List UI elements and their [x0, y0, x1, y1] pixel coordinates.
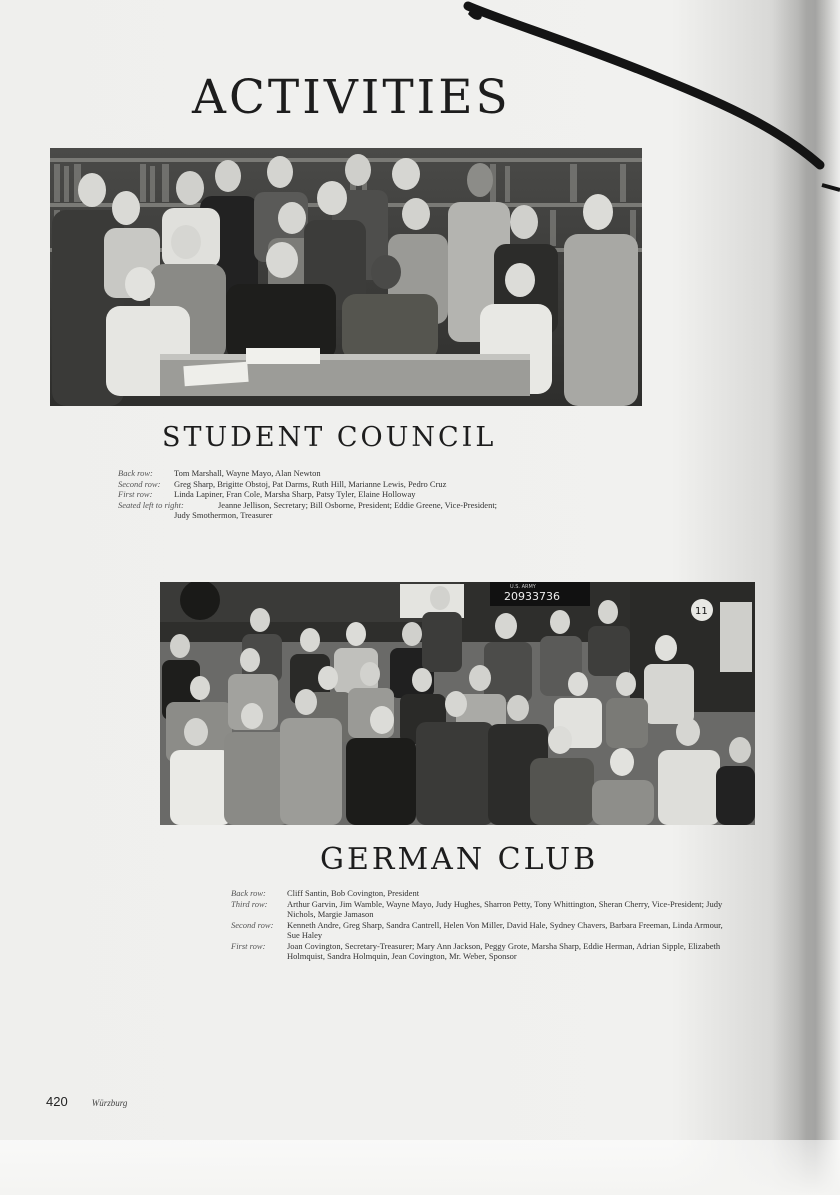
caption-row-names: Tom Marshall, Wayne Mayo, Alan Newton	[174, 468, 321, 478]
bus-sign: U.S. ARMY	[510, 584, 536, 590]
caption-row-label: Back row:	[118, 468, 153, 478]
page-footer	[46, 1094, 127, 1110]
bus-badge: 11	[695, 606, 708, 617]
caption-row	[118, 468, 588, 479]
page-title: ACTIVITIES	[192, 70, 511, 125]
caption-row-names: Kenneth Andre, Greg Sharp, Sandra Cantrell, Helen Von Miller, David Hale, Sydney Chavers, Barbara Freeman, Linda Armour, Sue Haley	[287, 919, 723, 940]
caption-row-names: Greg Sharp, Brigitte Obstoj, Pat Darms, Ruth Hill, Marianne Lewis, Pedro Cruz	[174, 478, 447, 489]
caption-row	[118, 510, 588, 521]
caption-row	[118, 489, 588, 500]
caption-row-names: Joan Covington, Secretary-Treasurer; Mary Ann Jackson, Peggy Grote, Marsha Sharp, Eddie Herman, Adrian Sipple, Elizabeth Holmquist, Sandra Holmquin, Jean Covington, Mr. Weber, Sponsor	[287, 940, 721, 961]
german-club-photo	[160, 582, 755, 825]
caption-row	[231, 920, 723, 941]
caption-row-names: Judy Smothermon, Treasurer	[174, 510, 273, 520]
caption-row	[231, 888, 723, 899]
caption-row	[231, 941, 723, 962]
caption-row-label: Third row:	[231, 898, 268, 909]
german-club-heading: GERMAN CLUB	[320, 842, 599, 877]
page-bottom-edge	[0, 1140, 840, 1195]
caption-row-label	[118, 510, 174, 521]
caption-row-label: Back row:	[231, 888, 266, 898]
caption-row-names: Linda Lapiner, Fran Cole, Marsha Sharp, Patsy Tyler, Elaine Holloway	[174, 489, 416, 499]
caption-row	[118, 479, 588, 490]
caption-row-label: Seated left to right:	[118, 499, 184, 510]
caption-row-names: Jeanne Jellison, Secretary; Bill Osborne, President; Eddie Greene, Vice-President;	[218, 499, 498, 510]
caption-row-label: First row:	[231, 940, 266, 951]
caption-row-names: Cliff Santin, Bob Covington, President	[287, 888, 420, 898]
student-council-photo	[50, 148, 642, 406]
caption-row-label: Second row:	[118, 478, 161, 489]
student-council-caption	[118, 468, 588, 521]
caption-row-label: First row:	[118, 489, 153, 499]
german-club-caption	[231, 888, 723, 962]
caption-row	[231, 899, 723, 920]
caption-row-label: Second row:	[231, 919, 274, 930]
caption-row	[118, 500, 588, 511]
caption-row-names: Arthur Garvin, Jim Wamble, Wayne Mayo, Judy Hughes, Sharron Petty, Tony Whittington, Sheran Cherry, Vice-President; Judy Nichols, Margie Jamason	[287, 898, 723, 919]
student-council-heading: STUDENT COUNCIL	[162, 422, 497, 453]
bus-number: 20933736	[504, 590, 560, 603]
page-number: 420	[46, 1094, 68, 1109]
running-footer: Würzburg	[91, 1098, 128, 1108]
